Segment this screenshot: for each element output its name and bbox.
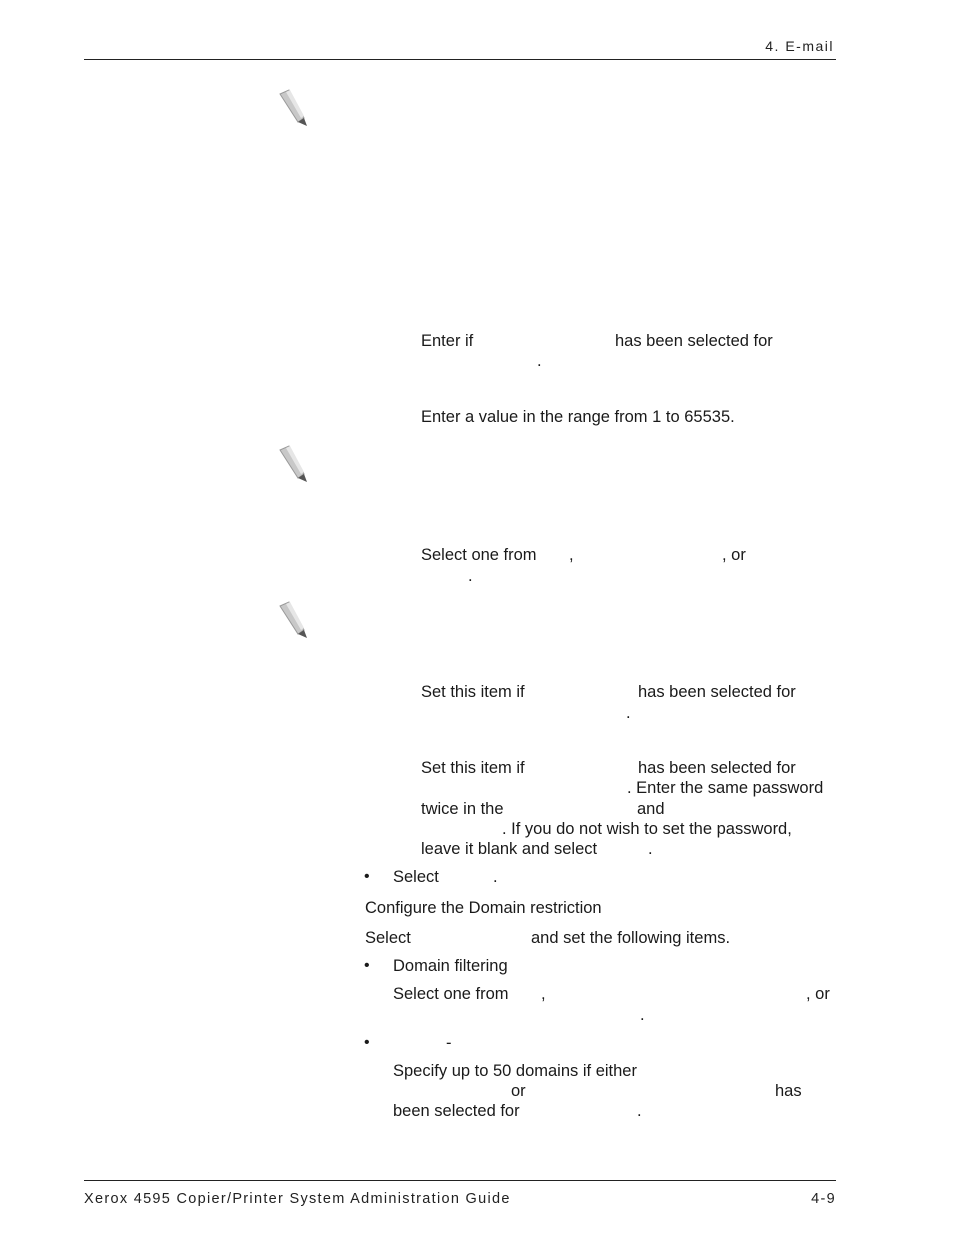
body-text: Specify up to 50 domains if either bbox=[393, 1062, 637, 1080]
body-text: and set the following items. bbox=[531, 929, 731, 947]
body-text: . bbox=[637, 1102, 642, 1120]
note-pencil-icon bbox=[276, 88, 310, 128]
bullet: • bbox=[364, 957, 370, 974]
body-text: . bbox=[640, 1006, 645, 1024]
body-text: . bbox=[468, 567, 473, 585]
body-text: been selected for bbox=[393, 1102, 520, 1120]
body-text: Select bbox=[393, 868, 439, 886]
body-text: . bbox=[537, 352, 542, 370]
body-text: leave it blank and select bbox=[421, 840, 598, 858]
body-text: . bbox=[648, 840, 653, 858]
body-text: or bbox=[511, 1082, 526, 1100]
body-text: Select one from bbox=[393, 985, 509, 1003]
body-text: Select bbox=[365, 929, 411, 947]
bullet: • bbox=[364, 868, 370, 885]
header-rule bbox=[84, 59, 836, 60]
body-text: Enter if bbox=[421, 332, 474, 350]
page-number: 4-9 bbox=[811, 1191, 836, 1207]
body-text: . Enter the same password bbox=[627, 779, 824, 797]
body-text: has bbox=[775, 1082, 802, 1100]
footer-rule bbox=[84, 1180, 836, 1181]
note-pencil-icon bbox=[276, 600, 310, 640]
body-text: , or bbox=[806, 985, 830, 1003]
body-text: Set this item if bbox=[421, 683, 525, 701]
bullet: • bbox=[364, 1034, 370, 1051]
body-text: . bbox=[493, 868, 498, 886]
body-text: Enter a value in the range from 1 to 65535. bbox=[421, 408, 735, 426]
body-text: twice in the bbox=[421, 800, 504, 818]
step-text: Configure the Domain restriction bbox=[365, 899, 602, 917]
body-text: has been selected for bbox=[615, 332, 773, 350]
body-text: and bbox=[637, 800, 665, 818]
body-text: , bbox=[541, 985, 546, 1003]
body-text: has been selected for bbox=[638, 683, 796, 701]
guide-title: Xerox 4595 Copier/Printer System Administration Guide bbox=[84, 1191, 511, 1207]
body-text: , or bbox=[722, 546, 746, 564]
body-text: . If you do not wish to set the password, bbox=[502, 820, 792, 838]
body-text: Select one from bbox=[421, 546, 537, 564]
body-text: Set this item if bbox=[421, 759, 525, 777]
note-pencil-icon bbox=[276, 444, 310, 484]
running-header: 4. E-mail bbox=[765, 38, 834, 54]
body-text: , bbox=[569, 546, 574, 564]
body-text: has been selected for bbox=[638, 759, 796, 777]
body-text: . bbox=[626, 704, 631, 722]
body-text: - bbox=[446, 1034, 452, 1052]
body-text: Domain filtering bbox=[393, 957, 508, 975]
